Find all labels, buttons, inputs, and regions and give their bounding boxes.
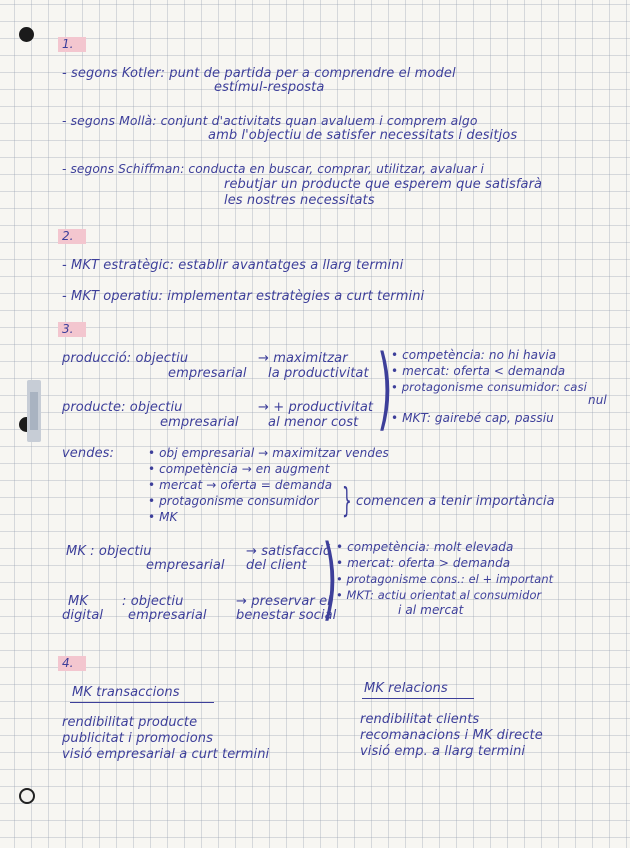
relacions-item: rendibilitat clients xyxy=(360,712,480,727)
vendes-item: • MK xyxy=(148,510,178,524)
vendes-note: comencen a tenir importància xyxy=(356,494,555,509)
note-line: - MKT estratègic: establir avantatges a llarg termini xyxy=(62,258,404,273)
note-line: estímul-resposta xyxy=(214,80,325,95)
note-line: rebutjar un producte que esperem que satisfarà xyxy=(224,177,543,192)
producte-label: producte: objectiu xyxy=(62,400,183,415)
mk-goal: del client xyxy=(246,558,307,573)
title-underline xyxy=(362,698,474,699)
transaccions-item: publicitat i promocions xyxy=(62,731,213,746)
context-item: • competència: no hi havia xyxy=(391,348,557,362)
transaccions-item: rendibilitat producte xyxy=(62,715,198,730)
note-line: - segons Kotler: punt de partida per a comprendre el model xyxy=(62,66,456,81)
vendes-label: vendes: xyxy=(62,446,115,461)
column-title: MK relacions xyxy=(364,681,448,696)
mk-label: MK : objectiu xyxy=(66,544,152,559)
producte-goal: al menor cost xyxy=(268,415,359,430)
context-item: • mercat: oferta < demanda xyxy=(391,364,566,378)
column-title: MK transaccions xyxy=(72,685,180,700)
binder-hole xyxy=(19,27,34,42)
context-item: • MKT: actiu orientat al consumidor xyxy=(336,588,542,602)
mkdig-label: : objectiu xyxy=(122,594,184,609)
note-line: - MKT operatiu: implementar estratègies a curt termini xyxy=(62,289,425,304)
context-item: • MKT: gairebé cap, passiu xyxy=(391,411,554,425)
section-number: 2. xyxy=(58,229,86,244)
produccio-goal: → maximitzar xyxy=(258,351,348,366)
relacions-item: recomanacions i MK directe xyxy=(360,728,543,743)
note-line: - segons Mollà: conjunt d'activitats quan avaluem i comprem algo xyxy=(62,113,478,128)
mkdig-label: MK xyxy=(68,594,88,609)
mkdig-goal: → preservar el xyxy=(236,594,331,609)
context-item: i al mercat xyxy=(398,603,464,617)
page-tab-label xyxy=(30,392,38,430)
note-line: - segons Schiffman: conducta en buscar, comprar, utilitzar, avaluar i xyxy=(62,162,485,176)
note-line: les nostres necessitats xyxy=(224,193,375,208)
mkdig-goal: benestar social xyxy=(236,608,337,623)
produccio-goal: la productivitat xyxy=(268,366,369,381)
note-line: amb l'objectiu de satisfer necessitats i desitjos xyxy=(208,128,518,143)
title-underline xyxy=(70,702,214,703)
mkdig-label: digital xyxy=(62,608,104,623)
right-brace: ) xyxy=(322,526,338,631)
mk-label: empresarial xyxy=(146,558,225,573)
transaccions-item: visió empresarial a curt termini xyxy=(62,747,270,762)
context-item: • protagonisme consumidor: casi xyxy=(391,380,587,394)
context-item: • competència: molt elevada xyxy=(336,540,514,554)
section-number: 3. xyxy=(58,322,86,337)
produccio-label: producció: objectiu xyxy=(62,351,189,366)
context-item: nul xyxy=(588,393,607,407)
context-item: • protagonisme cons.: el + important xyxy=(336,572,554,586)
section-number: 1. xyxy=(58,37,86,52)
vendes-item: • mercat → oferta = demanda xyxy=(148,478,333,492)
vendes-item: • obj empresarial → maximitzar vendes xyxy=(148,446,389,460)
mk-goal: → satisfacció xyxy=(246,544,331,559)
right-brace: ) xyxy=(377,336,393,441)
section-number: 4. xyxy=(58,656,86,671)
vendes-item: • competència → en augment xyxy=(148,462,330,476)
producte-label: empresarial xyxy=(160,415,239,430)
produccio-label: empresarial xyxy=(168,366,247,381)
producte-goal: → + productivitat xyxy=(258,400,374,415)
binder-hole xyxy=(19,788,35,804)
right-brace: } xyxy=(342,481,352,521)
context-item: • mercat: oferta > demanda xyxy=(336,556,511,570)
vendes-item: • protagonisme consumidor xyxy=(148,494,319,508)
relacions-item: visió emp. a llarg termini xyxy=(360,744,526,759)
mkdig-label: empresarial xyxy=(128,608,207,623)
